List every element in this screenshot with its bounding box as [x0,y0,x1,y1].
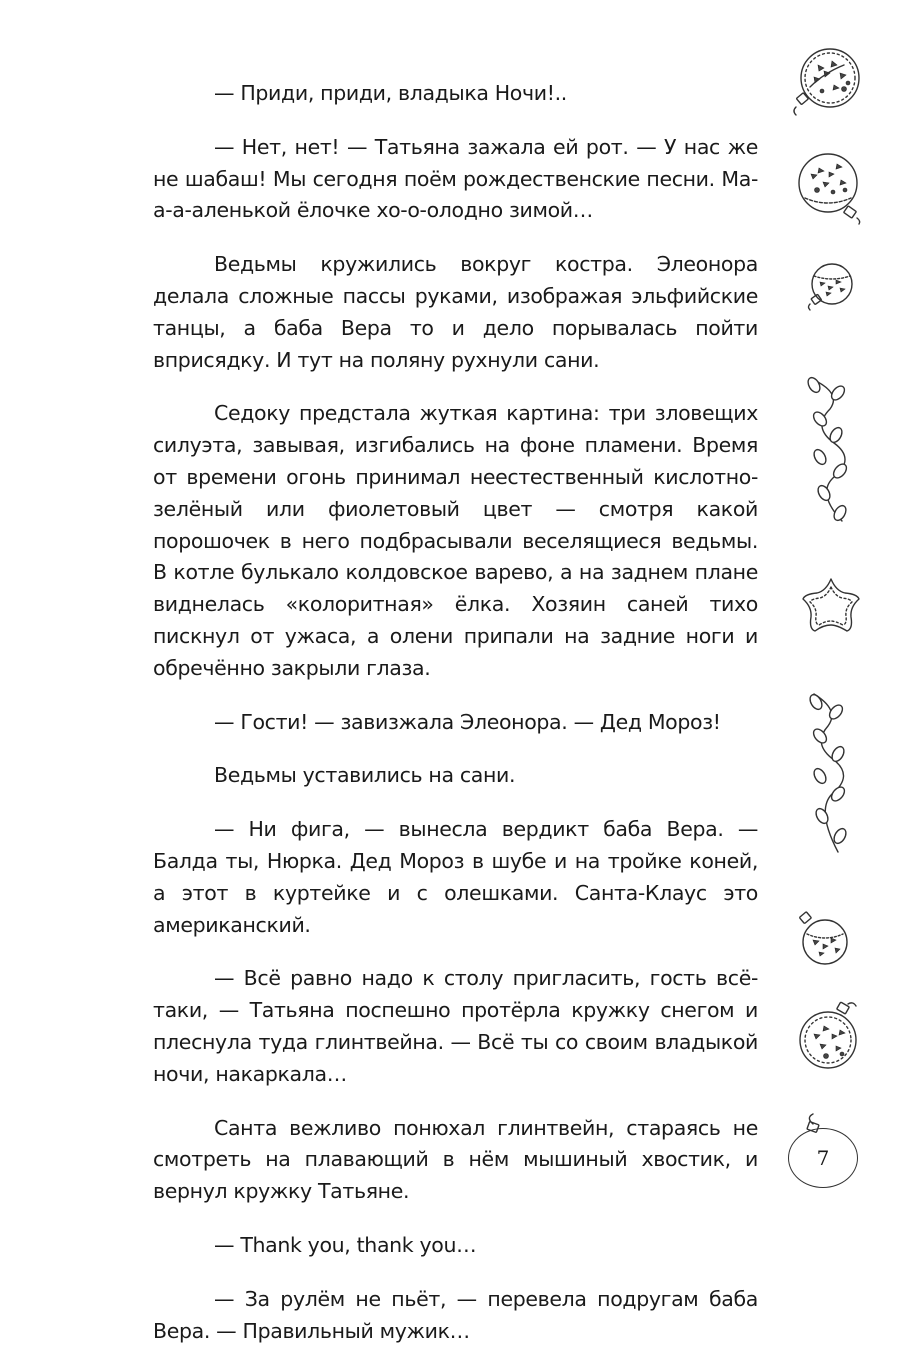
paragraph: Ведьмы кружились вокруг костра. Элеонора делала сложные пассы руками, изображая эльфийские танцы, а баба Вера то и дело порывалась пойти вприсядку. И тут на поляну рухнули сани. [153,252,758,372]
paragraph: — Ни фига, — вынесла вердикт баба Вера. — Балда ты, Нюрка. Дед Мороз в шубе и на тройке коней, а этот в куртейке и с олешками. Санта-Клаус это американский. [153,817,758,937]
paragraph: Седоку предстала жуткая картина: три зловещих силуэта, завывая, изгибались на фоне пламени. Время от времени огонь принимал неестественный кислотно-зелёный или фиолетовый цвет — смотря какой порошочек в него подбрасывали веселящиеся ведьмы. В котле булькало колдовское варево, а на заднем плане виднелась «колоритная» ёлка. Хозяин саней тихо пискнул от ужаса, а олени припали на задние ноги и обречённо закрыли глаза. [153,401,758,680]
page-number: 7 [788,1128,858,1188]
paragraph: Санта вежливо понюхал глинтвейн, стараясь не смотреть на плавающий в нём мышиный хвостик, и вернул кружку Татьяне. [153,1115,758,1204]
ornament-ball-icon [797,150,867,225]
main-text [153,78,758,1369]
garland-lights-icon [800,375,860,525]
garland-lights-icon [800,690,860,855]
paragraph: — За рулём не пьёт, — перевела подругам баба Вера. — Правильный мужик… [153,1286,758,1343]
paragraph: Ведьмы уставились на сани. [214,763,516,788]
ornament-ball-icon [788,45,868,117]
ornament-ball-icon [797,910,857,970]
paragraph: — Нет, нет! — Татьяна зажала ей рот. — У нас же не шабаш! Мы сегодня поём рождественские песни. Ма-а-а-аленькой ёлочке хо-о-олодно зимой… [153,134,758,223]
paragraph: — Всё равно надо к столу пригласить, гость всё-таки, — Татьяна поспешно протёрла кружку снегом и плеснула туда глинтвейна. — Всё ты со своим владыкой ночи, накаркала… [153,966,758,1086]
star-cookie-icon [795,575,867,637]
paragraph: — Приди, приди, владыка Ночи!.. [214,81,567,105]
paragraph: — Гости! — завизжала Элеонора. — Дед Мороз! [214,709,721,734]
ornament-ball-icon [804,262,860,312]
ornament-ball-icon [796,1000,866,1072]
paragraph: — Thank you, thank you… [214,1232,477,1257]
